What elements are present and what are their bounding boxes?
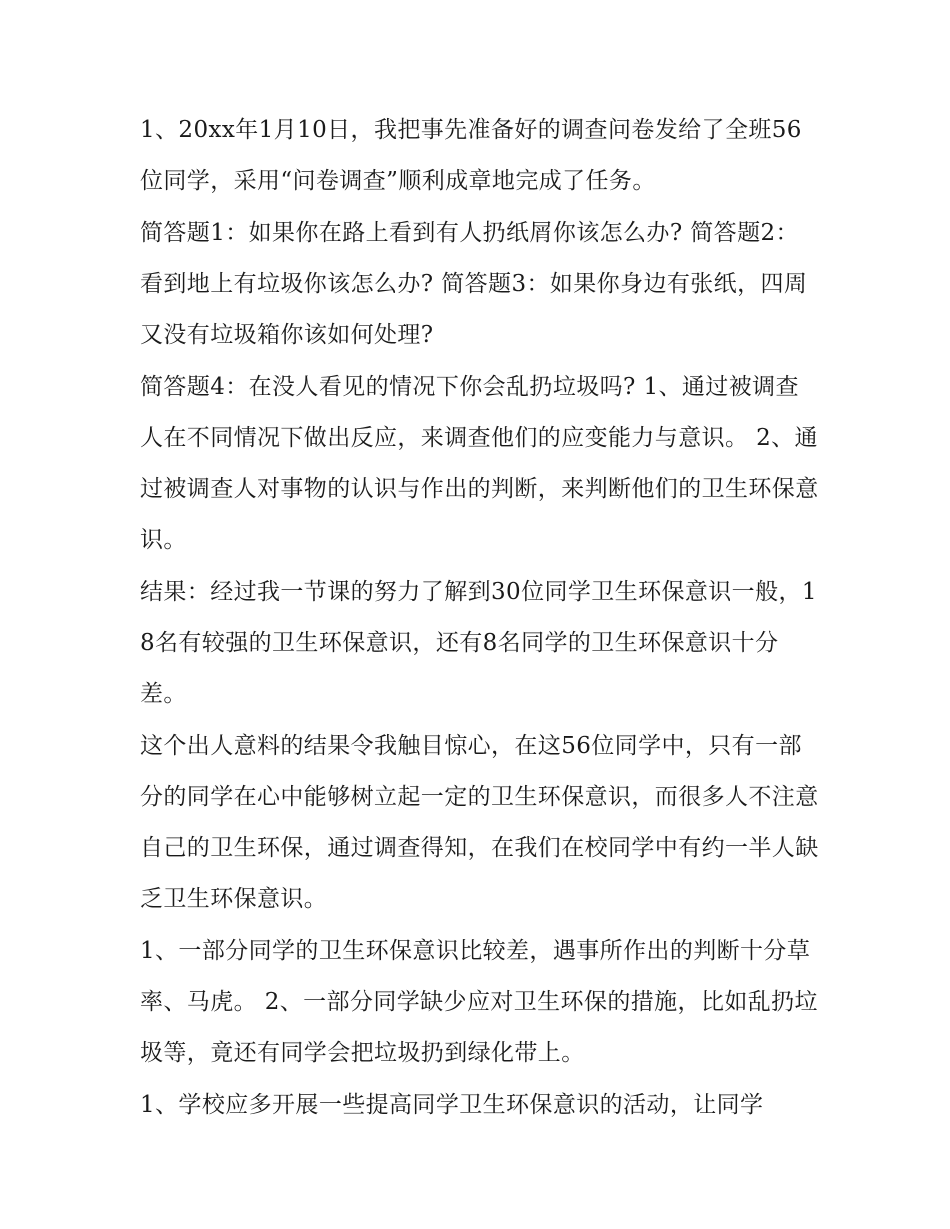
- paragraph-questions-1-3: 简答题1：如果你在路上看到有人扔纸屑你该怎么办? 简答题2：看到地上有垃圾你该怎么办? 简答题3：如果你身边有张纸，四周又没有垃圾箱你该如何处理?: [140, 220, 808, 348]
- paragraph-results: 结果：经过我一节课的努力了解到30位同学卫生环保意识一般，18名有较强的卫生环保意识，还有8名同学的卫生环保意识十分差。: [140, 579, 817, 707]
- paragraph-question-4-purpose: 简答题4：在没人看见的情况下你会乱扔垃圾吗? 1、通过被调查人在不同情况下做出反应，来调查他们的应变能力与意识。 2、通过被调查人对事物的认识与作出的判断，来判断他们的卫生环保意识。: [140, 374, 819, 553]
- paragraph-suggestions: 1、学校应多开展一些提高同学卫生环保意识的活动，让同学: [140, 1092, 764, 1118]
- document-body: [140, 105, 820, 1132]
- paragraph-analysis: 这个出人意料的结果令我触目惊心，在这56位同学中，只有一部分的同学在心中能够树立起一定的卫生环保意识，而很多人不注意自己的卫生环保，通过调查得知，在我们在校同学中有约一半人缺乏卫生环保意识。: [140, 733, 819, 912]
- paragraph-problems: 1、一部分同学的卫生环保意识比较差，遇事所作出的判断十分草率、马虎。 2、一部分同学缺少应对卫生环保的措施，比如乱扔垃圾等，竟还有同学会把垃圾扔到绿化带上。: [140, 938, 818, 1066]
- paragraph-survey-distribution: 1、20xx年1月10日，我把事先准备好的调查问卷发给了全班56位同学，采用“问卷调查”顺利成章地完成了任务。: [140, 117, 802, 194]
